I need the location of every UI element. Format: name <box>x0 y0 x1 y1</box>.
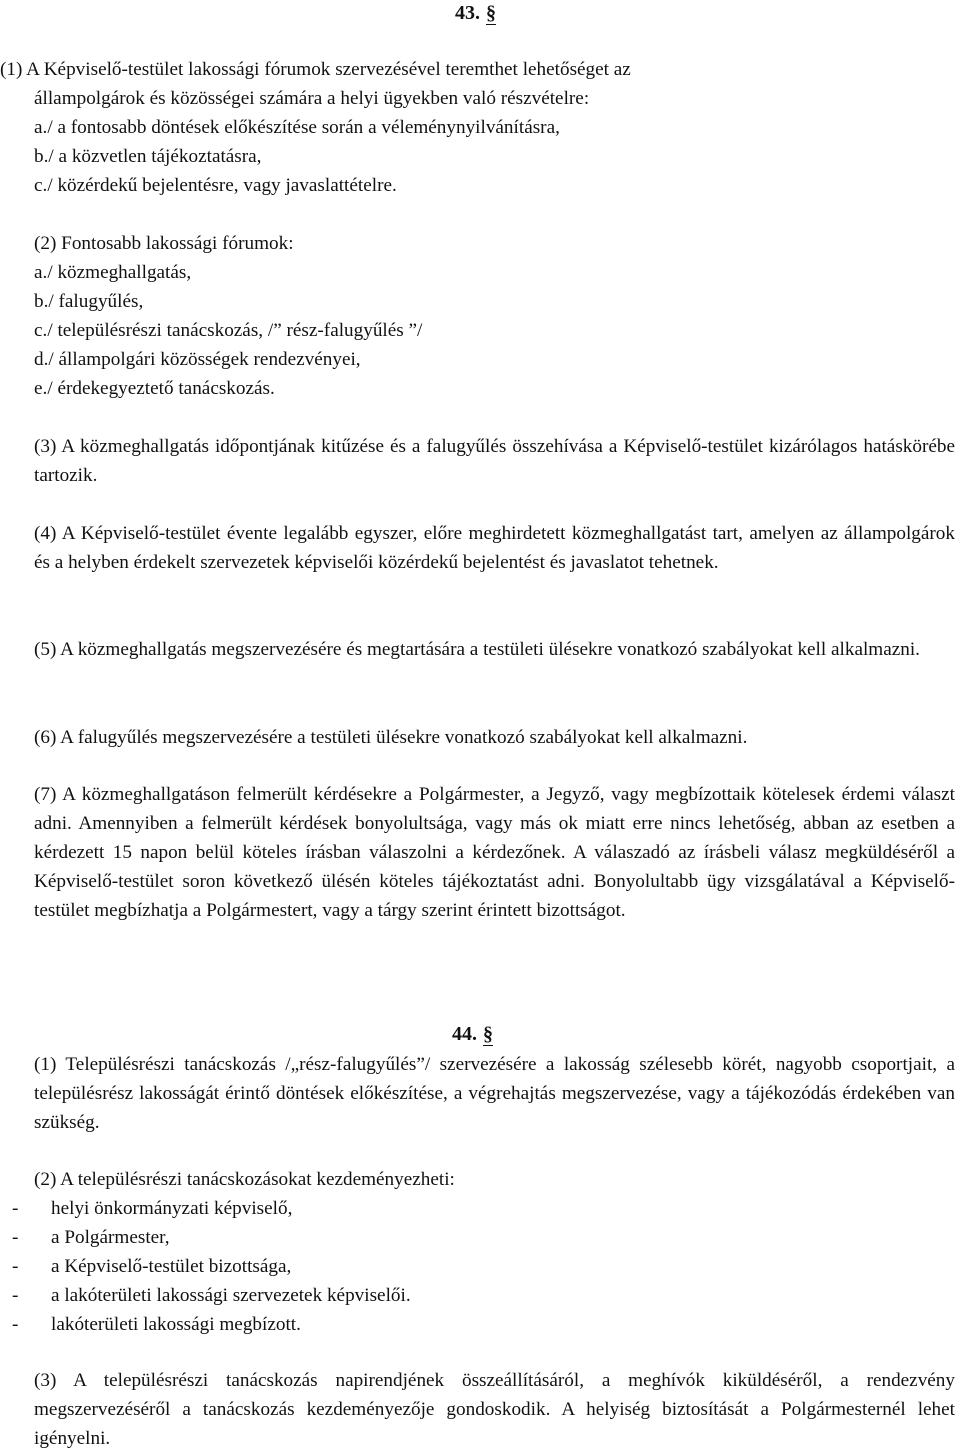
s43-p1-item-c: c./ közérdekű bejelentésre, vagy javaslattételre. <box>34 175 397 196</box>
s44-p2-item-text: lakóterületi lakossági megbízott. <box>51 1314 301 1335</box>
s43-p2-item-b: b./ falugyűlés, <box>34 291 144 312</box>
s43-p7: (7) A közmeghallgatáson felmerült kérdésekre a Polgármester, a Jegyző, vagy megbízottaik kötelesek érdemi választ adni. Amennyiben a felmerült kérdések bonyolultsága, vagy más ok miatt erre nincs lehetőség, abban az esetben a kérdezett 15 napon belül köteles írásban válaszolni a kérdezőnek. A válaszadó az írásbeli válasz megküldéséről a Képviselő-testület soron következő ülésén köteles tájékoztatást adni. Bonyolultabb ügy vizsgálatával a Képviselő-testület megbízhatja a Polgármestert, vagy a tárgy szerint érintett bizottságot. <box>34 784 955 921</box>
s44-p2-item-3 <box>12 1252 291 1281</box>
s44-p2-item-text: a Polgármester, <box>51 1227 170 1248</box>
s44-p2-item-text: helyi önkormányzati képviselő, <box>51 1198 293 1219</box>
section-44-sign: § <box>483 1023 493 1045</box>
s43-p5: (5) A közmeghallgatás megszervezésére és megtartására a testületi ülésekre vonatkozó szabályokat kell alkalmazni. <box>34 639 920 660</box>
s43-p2-line1: (2) Fontosabb lakossági fórumok: <box>34 233 294 254</box>
list-dash: - <box>12 1256 19 1277</box>
s43-p2-item-e: e./ érdekegyeztető tanácskozás. <box>34 378 275 399</box>
list-dash: - <box>12 1198 19 1219</box>
section-43-heading <box>455 0 496 26</box>
s44-p2-item-text: a Képviselő-testület bizottsága, <box>51 1256 292 1277</box>
s44-p3: (3) A településrészi tanácskozás napirendjének összeállításáról, a meghívók kiküldéséről, a rendezvény megszervezéséről a tanácskozás kezdeményezője gondoskodik. A helyiség biztosítását a Polgármesternél lehet igényelni. <box>34 1370 955 1449</box>
list-dash: - <box>12 1314 19 1335</box>
s43-p2-item-d: d./ állampolgári közösségek rendezvényei, <box>34 349 361 370</box>
s43-p2-item-a: a./ közmeghallgatás, <box>34 262 192 283</box>
section-44-number: 44. <box>452 1023 477 1045</box>
s43-p1-item-b: b./ a közvetlen tájékoztatásra, <box>34 146 262 167</box>
section-44-heading <box>452 1021 493 1047</box>
s43-p6: (6) A falugyűlés megszervezésére a testületi ülésekre vonatkozó szabályokat kell alkalmazni. <box>34 727 748 748</box>
s44-p2-item-5 <box>12 1310 301 1339</box>
s43-p1-item-a: a./ a fontosabb döntések előkészítése során a véleménynyilvánításra, <box>34 117 560 138</box>
list-dash: - <box>12 1285 19 1306</box>
s44-p2-line1: (2) A településrészi tanácskozásokat kezdeményezheti: <box>34 1169 455 1190</box>
s43-p3: (3) A közmeghallgatás időpontjának kitűzése és a falugyűlés összehívása a Képviselő-testület kizárólagos hatáskörébe tartozik. <box>34 436 955 486</box>
s43-p1-line1: (1) A Képviselő-testület lakossági fórumok szervezésével teremthet lehetőséget az <box>0 59 631 80</box>
list-dash: - <box>12 1227 19 1248</box>
s44-p1: (1) Településrészi tanácskozás /„rész-falugyűlés”/ szervezésére a lakosság szélesebb körét, nagyobb csoportjait, a településrész lakosságát érintő döntések előkészítése, a végrehajtás megszervezése, vagy a tájékozódás érdekében van szükség. <box>34 1054 955 1133</box>
s44-p2-item-text: a lakóterületi lakossági szervezetek képviselői. <box>51 1285 411 1306</box>
s44-p2-item-1 <box>12 1194 292 1223</box>
section-43-number: 43. <box>455 2 480 24</box>
s44-p2-item-2 <box>12 1223 170 1252</box>
s43-p2-item-c: c./ településrészi tanácskozás, /” rész-falugyűlés ”/ <box>34 320 423 341</box>
s43-p4: (4) A Képviselő-testület évente legalább egyszer, előre meghirdetett közmeghallgatást tart, amelyen az állampolgárok és a helyben érdekelt szervezetek képviselői közérdekű bejelentést és javaslatot tehetnek. <box>34 523 955 573</box>
s44-p2-item-4 <box>12 1281 411 1310</box>
s43-p1-line2: állampolgárok és közösségei számára a helyi ügyekben való részvételre: <box>34 88 590 109</box>
section-43-sign: § <box>486 2 496 24</box>
